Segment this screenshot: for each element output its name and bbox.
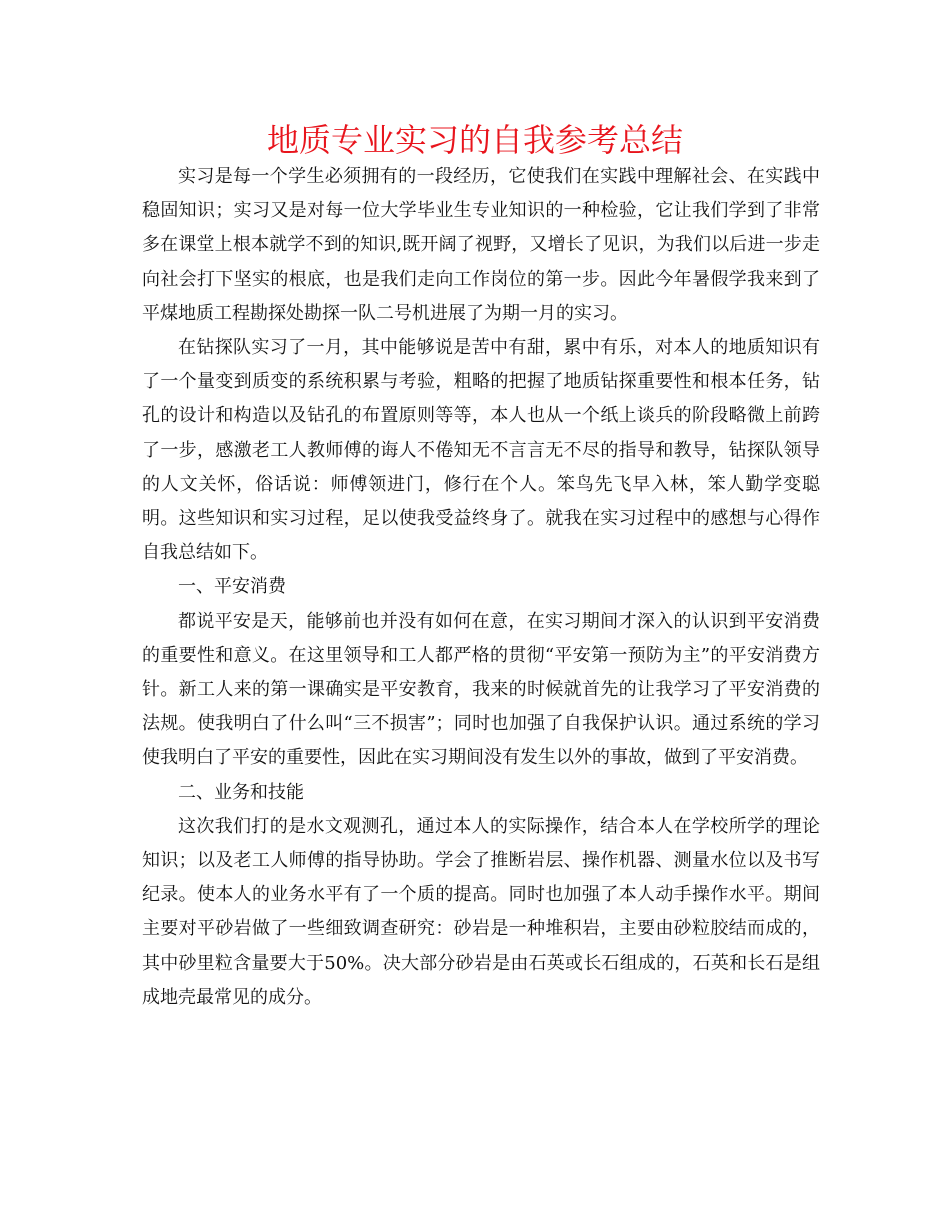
paragraph-safety: 都说平安是天，能够前也并没有如何在意，在实习期间才深入的认识到平安消费的重要性和意义。在这里领导和工人都严格的贯彻“平安第一预防为主”的平安消费方针。新工人来的第一课确实是平安教育，我来的时候就首先的让我学习了平安消费的法规。使我明白了什么叫“三不损害”；同时也加强了自我保护认识。通过系统的学习使我明白了平安的重要性，因此在实习期间没有发生以外的事故，做到了平安消费。 (142, 610, 820, 769)
paragraph-intro: 实习是每一个学生必须拥有的一段经历，它使我们在实践中理解社会、在实践中稳固知识；实习又是对每一位大学毕业生专业知识的一种检验，它让我们学到了非常多在课堂上根本就学不到的知识,既开阔了视野，又增长了见识，为我们以后进一步走向社会打下坚实的根底，也是我们走向工作岗位的第一步。因此今年暑假学我来到了平煤地质工程勘探处勘探一队二号机进展了为期一月的实习。 (142, 166, 820, 324)
section-heading-safety: 一、平安消费 (178, 576, 286, 598)
paragraph-drilling-team: 在钻探队实习了一月，其中能够说是苦中有甜，累中有乐，对本人的地质知识有了一个量变到质变的系统积累与考验，粗略的把握了地质钻探重要性和根本任务，钻孔的设计和构造以及钻孔的布置原则等等，本人也从一个纸上谈兵的阶段略微上前跨了一步，感激老工人教师傅的诲人不倦知无不言言无不尽的指导和教导，钻探队领导的人文关怀，俗话说：师傅领进门，修行在个人。笨鸟先飞早入林，笨人勤学变聪明。这些知识和实习过程，足以使我受益终身了。就我在实习过程中的感想与心得作自我总结如下。 (142, 337, 820, 564)
document-title: 地质专业实习的自我参考总结 (266, 121, 683, 159)
document-body (142, 160, 820, 1015)
paragraph-skills: 这次我们打的是水文观测孔，通过本人的实际操作，结合本人在学校所学的理论知识；以及老工人师傅的指导协助。学会了推断岩层、操作机器、测量水位以及书写纪录。使本人的业务水平有了一个质的提高。同时也加强了本人动手操作水平。期间主要对平砂岩做了一些细致调查研究：砂岩是一种堆积岩，主要由砂粒胶结而成的，其中砂里粒含量要大于50%。决大部分砂岩是由石英或长石组成的，石英和长石是组成地壳最常见的成分。 (142, 815, 820, 1008)
section-heading-skills: 二、业务和技能 (178, 781, 304, 803)
